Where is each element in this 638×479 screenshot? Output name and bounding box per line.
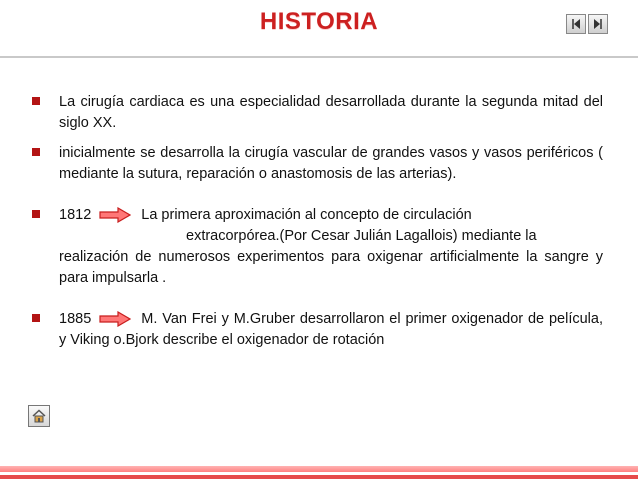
slide-title: HISTORIA xyxy=(259,8,379,35)
footer-band xyxy=(0,466,638,472)
list-item xyxy=(37,92,603,134)
previous-slide-icon xyxy=(570,18,582,30)
title-band xyxy=(0,0,638,58)
prev-slide-button[interactable] xyxy=(566,14,586,34)
list-item xyxy=(37,309,603,351)
item-rest: realización de numerosos experimentos para oxigenar artificialmente la sangre y para impulsarla . xyxy=(59,249,603,286)
item-text: inicialmente se desarrolla la cirugía vascular de grandes vasos y vasos periféricos ( mediante la sutura, reparación o anastomosis de las arterias). xyxy=(59,145,603,182)
list-item xyxy=(37,205,603,289)
bottom-border xyxy=(0,475,638,479)
bullet-list xyxy=(37,92,603,351)
item-line1: M. Van Frei y M.Gruber desarrollaron el primer oxigenador de xyxy=(141,311,545,327)
home-button[interactable] xyxy=(28,405,50,427)
square-bullet-icon xyxy=(32,210,40,218)
item-line2: extracorpórea.(Por Cesar Julián Lagallois) mediante la xyxy=(186,228,537,244)
list-item xyxy=(37,143,603,185)
home-icon xyxy=(32,409,46,423)
item-year: 1885 xyxy=(59,311,92,327)
item-line1: La primera aproximación al concepto de circulación xyxy=(141,207,472,223)
item-rest: película, y Viking o.Bjork describe el oxigenador de rotación xyxy=(59,311,603,348)
slide-navigation xyxy=(566,14,610,36)
square-bullet-icon xyxy=(32,97,40,105)
right-arrow-icon xyxy=(99,207,131,223)
square-bullet-icon xyxy=(32,148,40,156)
square-bullet-icon xyxy=(32,314,40,322)
right-arrow-icon xyxy=(99,311,131,327)
item-year: 1812 xyxy=(59,207,92,223)
item-text: La cirugía cardiaca es una especialidad desarrollada durante la segunda mitad del siglo XX. xyxy=(59,94,603,131)
next-slide-icon xyxy=(592,18,604,30)
next-slide-button[interactable] xyxy=(588,14,608,34)
